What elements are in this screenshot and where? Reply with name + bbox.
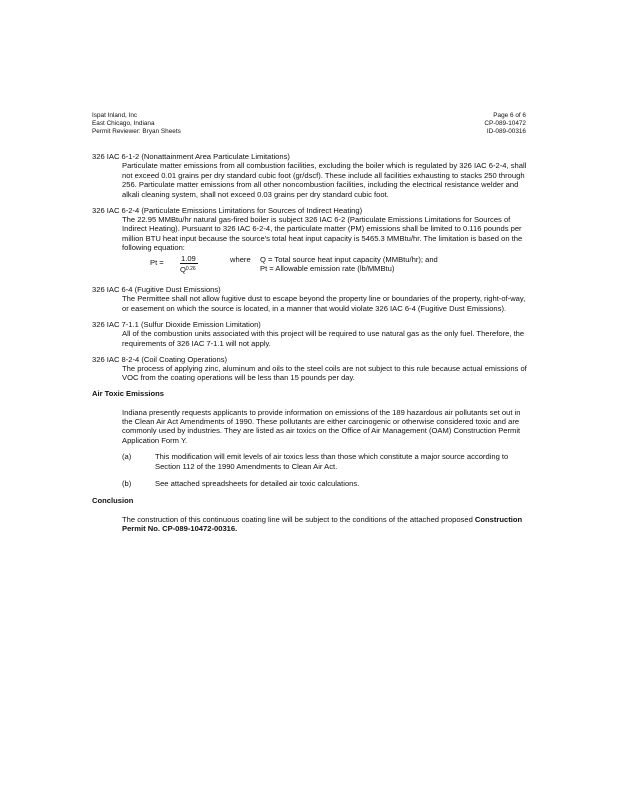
equation-denominator	[180, 265, 196, 274]
header-reviewer: Permit Reviewer: Bryan Sheets	[92, 128, 181, 135]
where-label: where	[230, 254, 251, 264]
section-326-iac-8-2-4	[92, 355, 528, 383]
list-text: See attached spreadsheets for detailed air toxic calculations.	[155, 479, 360, 489]
header-location: East Chicago, Indiana	[92, 120, 155, 127]
conclusion-text: The construction of this continuous coating line will be subject to the conditions of the attached proposed	[122, 514, 475, 524]
section-title: 326 IAC 7-1.1 (Sulfur Dioxide Emission Limitation)	[92, 319, 261, 329]
header-right	[420, 112, 526, 136]
header-permit-number: CP-089-10472	[484, 120, 526, 127]
air-toxic-intro: Indiana presently requests applicants to provide information on emissions of the 189 hazardous air pollutants set out in the Clean Air Act Amendments of 1990. These pollutants are either carcinogenic or otherwise considered toxic and are commonly used by industries. They are listed as air toxics on the Office of Air Management (OAM) Construction Permit Application Form Y.	[122, 407, 521, 445]
section-326-iac-6-2-4	[92, 206, 528, 279]
equation-numerator: 1.09	[181, 253, 196, 263]
definition-q: Q = Total source heat input capacity (MMBtu/hr); and	[260, 254, 438, 264]
conclusion-heading: Conclusion	[92, 496, 134, 506]
list-text: This modification will emit levels of air toxics less than those which constitute a major source according to Section 112 of the 1990 Amendments to Clean Air Act.	[155, 452, 509, 471]
section-title: 326 IAC 6-2-4 (Particulate Emissions Limitations for Sources of Indirect Heating)	[92, 205, 363, 215]
denominator-base: Q	[180, 264, 186, 274]
list-item	[122, 479, 528, 488]
section-326-iac-7-1-1	[92, 320, 528, 348]
list-item	[122, 452, 528, 471]
list-marker: (b)	[122, 479, 132, 489]
section-body: Particulate matter emissions from all combustion facilities, excluding the boiler which is regulated by 326 IAC 6-2-4, shall not exceed 0.01 grains per dry standard cubic foot (gr/dscf). These include all facilities exhausting to stacks 250 through 256. Particulate matter emissions from all other noncombustion facilities, including the electrical resistance welder and alkali cleaning system, shall not exceed 0.03 grains per dry standard cubic foot.	[122, 161, 527, 199]
section-title: 326 IAC 6-1-2 (Nonattainment Area Particulate Limitations)	[92, 152, 290, 161]
denominator-exponent: 0.26	[185, 265, 196, 272]
permit-name: Construction Permit No. CP-089-10472-00316.	[122, 514, 523, 534]
header-page-number: Page 6 of 6	[493, 112, 526, 119]
section-body: The 22.95 MMBtu/hr natural gas-fired boiler is subject 326 IAC 6-2 (Particulate Emissions Limitations for Sources of Indirect Heating). Pursuant to 326 IAC 6-2-4, the particulate matter (PM) emissions shall be limited to 0.116 pounds per million BTU heat input because the source's total heat input capacity is 5465.3 MMBtu/hr. The limitation is based on the following equation:	[122, 214, 523, 253]
section-title: 326 IAC 8-2-4 (Coil Coating Operations)	[92, 354, 228, 364]
section-body: The process of applying zinc, aluminum and oils to the steel coils are not subject to this rule because actual emissions of VOC from the coating operations will be less than 15 pounds per day.	[122, 363, 527, 383]
emission-equation	[150, 253, 528, 279]
section-body: All of the combustion units associated with this project will be required to use natural gas as the only fuel. Therefore, the requirements of 326 IAC 7-1.1 will not apply.	[122, 329, 525, 348]
header-company: Ispat Inland, Inc	[92, 112, 138, 119]
header-source-id: ID-089-00316	[486, 128, 526, 135]
section-326-iac-6-4	[92, 285, 528, 313]
definition-pt: Pt = Allowable emission rate (lb/MMBtu)	[260, 263, 395, 273]
section-title: 326 IAC 6-4 (Fugitive Dust Emissions)	[92, 285, 221, 295]
section-326-iac-6-1-2	[92, 152, 528, 199]
section-body: The Permittee shall not allow fugitive dust to escape beyond the property line or boundaries of the property, right-of-way, or easement on which the source is located, in a manner that would violate 326 IAC 6-4 (Fugitive Dust Emissions).	[122, 294, 526, 313]
document-body	[92, 152, 528, 534]
header-left	[92, 112, 292, 136]
list-marker: (a)	[122, 452, 132, 462]
conclusion-body	[122, 515, 528, 534]
air-toxic-heading: Air Toxic Emissions	[92, 389, 165, 399]
equation-lhs: Pt =	[150, 257, 164, 267]
